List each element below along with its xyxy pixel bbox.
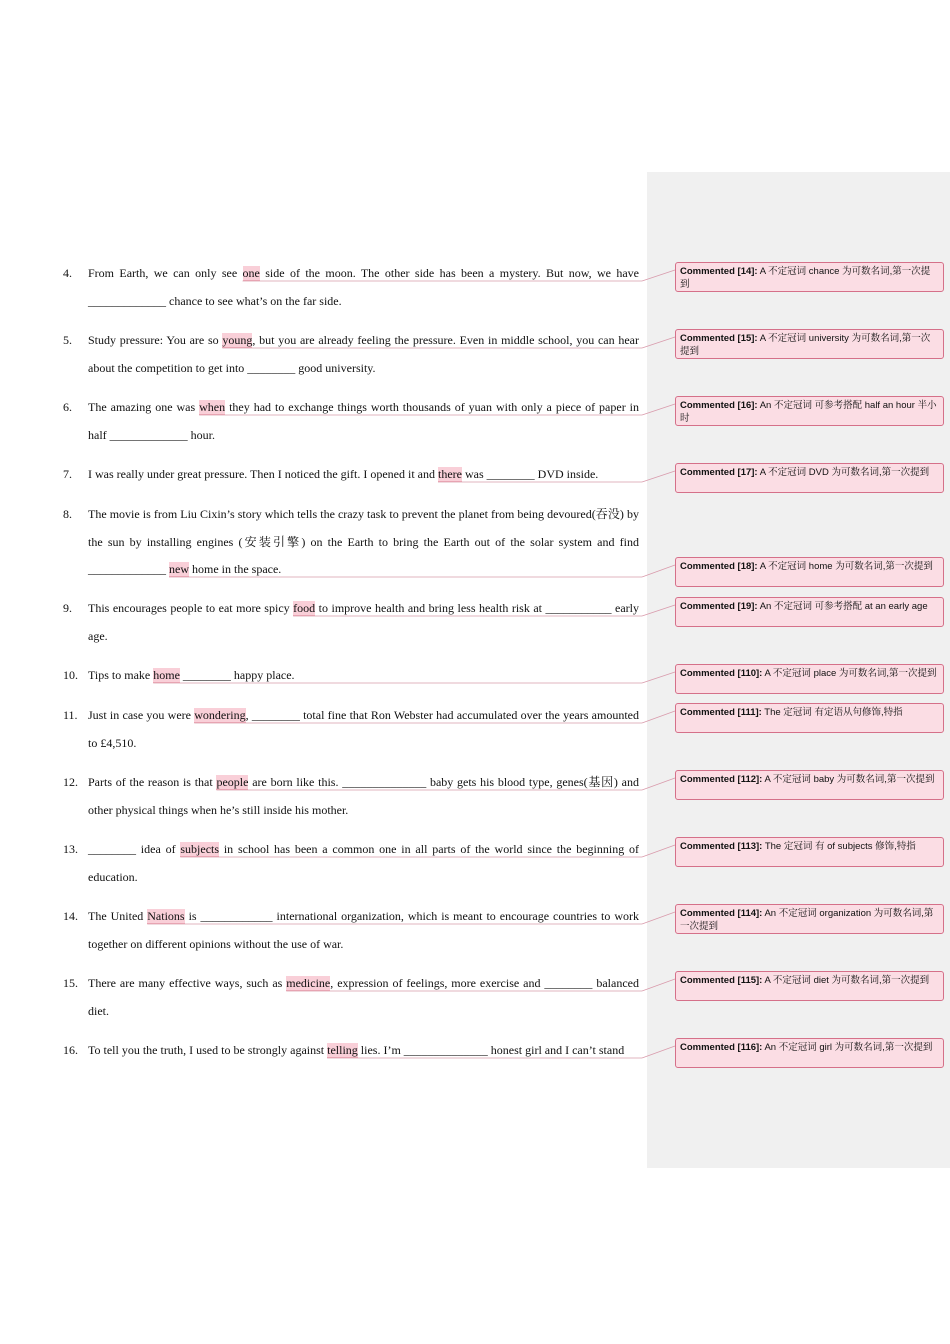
comment-anchor-highlight[interactable]: new [169, 562, 189, 576]
question-5 [63, 327, 639, 382]
comment-body: A 不定冠词 university 为可数名词,第一次提到 [680, 333, 931, 357]
question-text: Just in case you were wondering, ________ total fine that Ron Webster had accumulated over the years amounted to £4,510. [88, 708, 639, 750]
question-number: 7. [63, 467, 72, 481]
question-text: From Earth, we can only see one side of the moon. The other side has been a mystery. But now, we have _____________ chance to see what’s on the far side. [88, 266, 639, 308]
comment-balloon-110[interactable] [675, 664, 944, 694]
comment-balloon-115[interactable] [675, 971, 944, 1001]
comment-body: A 不定冠词 home 为可数名词,第一次提到 [757, 561, 933, 572]
question-text: This encourages people to eat more spicy food to improve health and bring less health risk at ___________ early age. [88, 601, 639, 643]
comment-tag: Commented [116]: [680, 1042, 763, 1053]
comment-body: A 不定冠词 diet 为可数名词,第一次提到 [762, 975, 930, 986]
comment-tag: Commented [111]: [680, 707, 762, 718]
comment-anchor-highlight[interactable]: wondering [194, 708, 246, 722]
comment-body: The 定冠词 有定语从句修饰,特指 [761, 707, 903, 718]
question-text: I was really under great pressure. Then I noticed the gift. I opened it and there was ________ DVD inside. [88, 467, 599, 481]
comment-balloon-114[interactable] [675, 904, 944, 934]
comment-anchor-highlight[interactable]: medicine [286, 976, 331, 990]
comment-balloon-14[interactable] [675, 262, 944, 292]
question-number: 11. [63, 708, 78, 722]
question-number: 12. [63, 775, 78, 789]
question-16 [63, 1037, 639, 1065]
question-number: 5. [63, 333, 72, 347]
question-text: ________ idea of subjects in school has been a common one in all parts of the world since the beginning of education. [88, 842, 640, 884]
question-text: The amazing one was when they had to exchange things worth thousands of yuan with only a piece of paper in half _____________ hour. [88, 400, 639, 442]
question-number: 13. [63, 842, 78, 856]
comment-body: An 不定冠词 organization 为可数名词,第一次提到 [680, 908, 934, 932]
comment-anchor-highlight[interactable]: young [222, 333, 253, 347]
comment-tag: Commented [115]: [680, 975, 763, 986]
question-15 [63, 970, 639, 1025]
comment-tag: Commented [114]: [680, 908, 763, 919]
comment-anchor-highlight[interactable]: home [153, 668, 180, 682]
question-14 [63, 903, 639, 958]
comment-balloon-19[interactable] [675, 597, 944, 627]
comment-balloon-18[interactable] [675, 557, 944, 587]
comment-balloon-111[interactable] [675, 703, 944, 733]
question-7 [63, 461, 639, 489]
question-10 [63, 662, 639, 690]
comment-anchor-highlight[interactable]: telling [327, 1043, 358, 1057]
comment-anchor-highlight[interactable]: Nations [147, 909, 185, 923]
question-number: 15. [63, 976, 78, 990]
comment-anchor-highlight[interactable]: one [242, 266, 260, 280]
question-text: Parts of the reason is that people are born like this. ______________ baby gets his blood type, genes(基因) and other physical things when he’s still inside his mother. [88, 775, 639, 817]
question-13 [63, 836, 639, 891]
question-6 [63, 394, 639, 449]
comment-balloon-16[interactable] [675, 396, 944, 426]
comment-body: A 不定冠词 DVD 为可数名词,第一次提到 [757, 467, 930, 478]
question-number: 6. [63, 400, 72, 414]
question-12 [63, 769, 639, 824]
comment-anchor-highlight[interactable]: food [293, 601, 316, 615]
comment-anchor-highlight[interactable]: there [438, 467, 462, 481]
comment-balloon-15[interactable] [675, 329, 944, 359]
question-text: The United Nations is ____________ international organization, which is meant to encourage countries to work together on different opinions without the use of war. [88, 909, 639, 951]
question-text: To tell you the truth, I used to be strongly against telling lies. I’m ______________ honest girl and I can’t stand [88, 1043, 625, 1057]
comment-body: The 定冠词 有 of subjects 修饰,特指 [762, 841, 916, 852]
question-9 [63, 595, 639, 650]
question-number: 4. [63, 266, 72, 280]
comment-tag: Commented [16]: [680, 400, 758, 411]
comment-balloon-116[interactable] [675, 1038, 944, 1068]
comment-body: An 不定冠词 可参考搭配 at an early age [757, 601, 928, 612]
comment-tag: Commented [110]: [680, 668, 763, 679]
comment-balloon-113[interactable] [675, 837, 944, 867]
question-8 [63, 501, 639, 584]
question-number: 9. [63, 601, 72, 615]
comment-body: A 不定冠词 place 为可数名词,第一次提到 [762, 668, 937, 679]
question-number: 10. [63, 668, 78, 682]
comment-body: A 不定冠词 chance 为可数名词,第一次提到 [680, 266, 931, 290]
question-number: 16. [63, 1043, 78, 1057]
comment-body: A 不定冠词 baby 为可数名词,第一次提到 [762, 774, 935, 785]
comment-tag: Commented [15]: [680, 333, 758, 344]
comment-anchor-highlight[interactable]: subjects [180, 842, 220, 856]
comment-tag: Commented [18]: [680, 561, 758, 572]
comment-tag: Commented [17]: [680, 467, 758, 478]
comment-body: An 不定冠词 可参考搭配 half an hour 半小时 [680, 400, 937, 424]
comment-tag: Commented [113]: [680, 841, 763, 852]
comment-tag: Commented [19]: [680, 601, 758, 612]
question-text: Study pressure: You are so young, but you are already feeling the pressure. Even in middle school, you can hear about the competition to get into ________ good university. [88, 333, 639, 375]
question-4 [63, 260, 639, 315]
comment-tag: Commented [14]: [680, 266, 758, 277]
question-text: The movie is from Liu Cixin’s story which tells the crazy task to prevent the planet from being devoured(吞没) by the sun by installing engines (安装引擎) on the Earth to bring the Earth out of the solar system and find _____________ new home in the space. [88, 507, 639, 576]
question-text: Tips to make home ________ happy place. [88, 668, 295, 682]
comment-anchor-highlight[interactable]: people [216, 775, 249, 789]
comment-body: An 不定冠词 girl 为可数名词,第一次提到 [762, 1042, 933, 1053]
comment-tag: Commented [112]: [680, 774, 763, 785]
comment-balloon-17[interactable] [675, 463, 944, 493]
question-number: 14. [63, 909, 78, 923]
comment-balloon-112[interactable] [675, 770, 944, 800]
question-text: There are many effective ways, such as medicine, expression of feelings, more exercise and ________ balanced diet. [88, 976, 639, 1018]
question-11 [63, 702, 639, 757]
question-number: 8. [63, 507, 72, 521]
comment-anchor-highlight[interactable]: when [199, 400, 226, 414]
